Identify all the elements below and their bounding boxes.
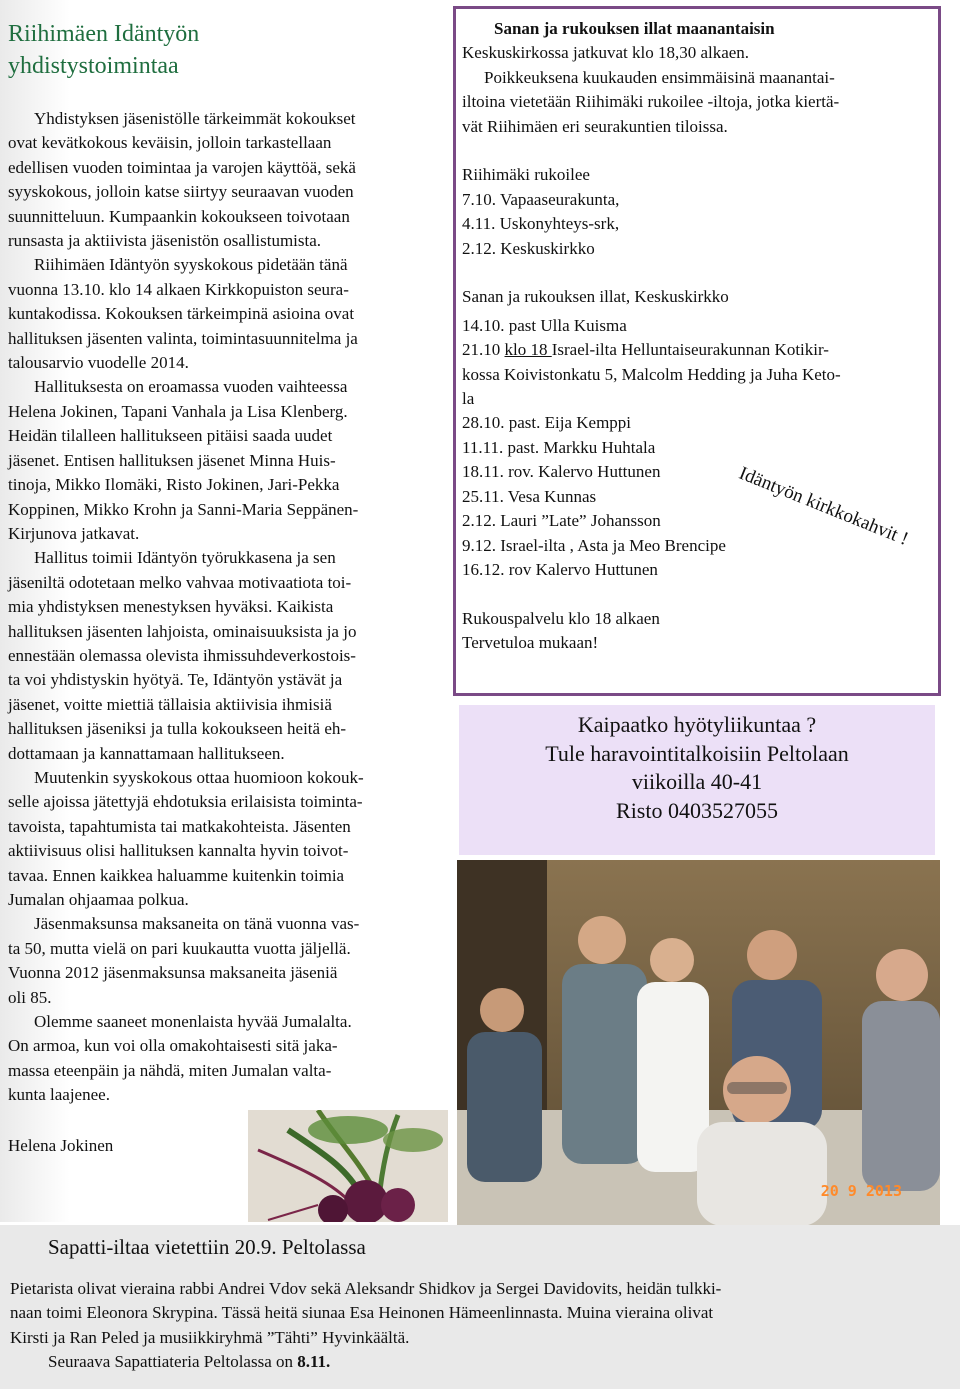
title-line: Riihimäen Idäntyön <box>8 21 200 47</box>
schedule-item: 16.12. rov Kalervo Huttunen <box>462 559 658 579</box>
article-line: ta 50, mutta vielä on pari kuukautta vuotta jäljellä. <box>8 938 351 958</box>
beetroot-illustration <box>248 1110 448 1222</box>
article-line: ennestään olemassa olevista ihmissuhdeverkostois- <box>8 645 356 665</box>
schedule-item: la <box>462 389 475 409</box>
article-line: Kirjunova jatkavat. <box>8 523 140 543</box>
article-line: jäsenet. Entisen hallituksen jäsenet Minna Huis- <box>8 450 336 470</box>
article-line: Muutenkin syyskokous ottaa huomioon kokouk- <box>34 767 364 787</box>
article-line: edellisen vuoden toimintaa ja varojen käyttöä, sekä <box>8 157 356 177</box>
prayer-heading: Sanan ja rukouksen illat maanantaisin <box>494 19 775 38</box>
article-line: hallituksen jäsenten valinta, toimintasuunnitelma ja <box>8 328 358 348</box>
notice-line: Risto 0403527055 <box>616 797 778 823</box>
notice-line: viikoilla 40-41 <box>631 769 763 794</box>
article-line: Yhdistyksen jäsenistölle tärkeimmät kokoukset <box>34 109 356 128</box>
article-line: hallituksen jäseniksi ja tulla kokoukseen heitä eh- <box>8 719 347 739</box>
schedule-item: 9.12. Israel-ilta , Asta ja Meo Brencipe <box>462 535 726 555</box>
prayer-intro-line: Keskuskirkossa jatkuvat klo 18,30 alkaen. <box>462 43 750 63</box>
article-line: Riihimäen Idäntyön syyskokous pidetään tänä <box>34 255 348 275</box>
schedule-item: 2.12. Lauri ”Late” Johansson <box>462 511 661 531</box>
article-line: mia yhdistyksen menestyksen hyväksi. Kaikista <box>8 597 334 617</box>
article-line: tavaa. Ennen kaikkea haluamme kuitenkin toimia <box>8 865 345 885</box>
article-line: jäseniltä odotetaan melko vahvaa motivaatiota toi- <box>8 572 352 592</box>
schedule-item: 25.11. Vesa Kunnas <box>462 486 597 506</box>
article-line: dottamaan ja kannattamaan hallitukseen. <box>8 743 285 763</box>
prayer-intro-line: iltoina vietetään Riihimäki rukoilee -iltoja, jotka kiertä- <box>462 92 840 112</box>
article-line: On armoa, kun voi olla omakohtaisesti sitä jaka- <box>8 1036 338 1056</box>
notice-line: Kaipaatko hyötyliikuntaa ? <box>577 712 817 737</box>
special-desc: Israel-ilta Helluntaiseurakunnan Kotikir- <box>551 340 829 360</box>
article-signature: Helena Jokinen <box>8 1136 114 1155</box>
next-sabbath-date: 8.11. <box>297 1352 331 1372</box>
article-line: Helena Jokinen, Tapani Vanhala ja Lisa Klenberg. <box>8 401 348 421</box>
title-line: yhdistystoimintaa <box>8 53 179 79</box>
schedule-item: 14.10. past Ulla Kuisma <box>462 315 627 335</box>
schedule-item: 11.11. past. Markku Huhtala <box>462 437 656 457</box>
article-line: syyskokous, jolloin katse siirtyy seuraavan vuoden <box>8 182 354 202</box>
notice-line: Tule haravointitalkoisiin Peltolaan <box>545 740 849 766</box>
article-line: ovat kevätkokous keväisin, jolloin tarkastellaan <box>8 133 332 153</box>
prayer-intro-line: Poikkeuksena kuukauden ensimmäisinä maanantai- <box>484 67 835 87</box>
next-sabbath-line <box>10 1350 940 1374</box>
sabbath-description <box>10 1277 940 1375</box>
special-time: klo 18 <box>504 340 552 360</box>
article-line: kunta laajenee. <box>8 1085 110 1105</box>
prayer-content <box>462 17 934 656</box>
church-coffee-label: Idäntyön kirkkokahvit ! <box>734 462 913 552</box>
article-line: Heidän tilalleen hallitukseen pitäisi saada uudet <box>8 426 333 446</box>
schedule-item: 4.11. Uskonyhteys-srk, <box>462 214 620 234</box>
article-line: suunnitteluun. Kumpaankin kokoukseen toivotaan <box>8 206 350 226</box>
prayer-intro-line: vät Riihimäen eri seurakuntien tiloissa. <box>462 116 728 136</box>
article-line: ta voi yhdistyskin hyötyä. Te, Idäntyön ystävät ja <box>8 670 343 690</box>
raking-notice <box>459 705 935 855</box>
schedule-item: 28.10. past. Eija Kemppi <box>462 413 632 433</box>
article-line: Vuonna 2012 jäsenmaksunsa maksaneita jäseniä <box>8 963 338 983</box>
keskuskirkko-title: Sanan ja rukouksen illat, Keskuskirkko <box>462 287 729 307</box>
description-line: naan toimi Eleonora Skrypina. Tässä heitä siunaa Esa Heinonen Hämeenlinnasta. Muina vieraina olivat <box>10 1303 714 1323</box>
article-line: kuntakodissa. Kokouksen tärkeimpinä asioina ovat <box>8 304 355 324</box>
schedule-item-special <box>462 338 934 362</box>
article-line: selle ajoissa jätettyjä ehdotuksia erilaisista toiminta- <box>8 792 363 812</box>
description-line: Kirsti ja Ran Peled ja musiikkiryhmä ”Tähti” Hyvinkäältä. <box>10 1327 410 1347</box>
beetroot-image <box>248 1110 448 1222</box>
article-line: tavoista, tapahtumista tai matkakohteista. Jäsenten <box>8 816 351 836</box>
article-line: hallituksen jäsenten lahjoista, ominaisuuksista ja jo <box>8 621 357 641</box>
closing-line: Rukouspalvelu klo 18 alkaen <box>462 608 660 628</box>
article-line: Jäsenmaksunsa maksaneita on tänä vuonna vas- <box>34 914 360 934</box>
article-line: aktiivisuus olisi hallituksen kannalta hyvin toivot- <box>8 841 349 861</box>
description-line: Pietarista olivat vieraina rabbi Andrei Vdov sekä Aleksandr Shidkov ja Sergei Davidovits, heidän tulkki- <box>10 1279 722 1298</box>
article-line: runsasta ja aktiivista jäsenistön osallistumista. <box>8 231 322 251</box>
article-body <box>8 107 446 1108</box>
riihimaki-rukoilee-title: Riihimäki rukoilee <box>462 165 590 185</box>
schedule-item: kossa Koivistonkatu 5, Malcolm Hedding ja Juha Keto- <box>462 364 841 384</box>
sabbath-caption: Sapatti-iltaa vietettiin 20.9. Peltolassa <box>48 1235 366 1259</box>
article-line: talousarvio vuodelle 2014. <box>8 353 189 373</box>
closing-line: Tervetuloa mukaan! <box>462 633 599 653</box>
special-date: 21.10 <box>462 340 505 360</box>
article-line: Koppinen, Mikko Krohn ja Sanni-Maria Seppänen- <box>8 499 359 519</box>
schedule-item: 7.10. Vapaaseurakunta, <box>462 189 620 209</box>
photo-date-stamp: 20 9 2013 <box>820 1182 902 1200</box>
article-line: oli 85. <box>8 987 52 1007</box>
article-line: jäsenet, voitte miettiä tällaisia aktiivisia ihmisiä <box>8 694 332 714</box>
article-line: Hallitus toimii Idäntyön työrukkasena ja sen <box>34 548 336 568</box>
article-line: vuonna 13.10. klo 14 alkaen Kirkkopuiston seura- <box>8 279 349 299</box>
schedule-item: 2.12. Keskuskirkko <box>462 238 595 258</box>
prayer-evenings-box <box>453 6 941 696</box>
group-photo <box>457 860 940 1226</box>
article-line: Hallituksesta on eroamassa vuoden vaihteessa <box>34 377 348 397</box>
article-line: Olemme saaneet monenlaista hyvää Jumalalta. <box>34 1012 352 1032</box>
article-title <box>8 18 428 82</box>
article-line: Jumalan ohjaamaa polkua. <box>8 890 189 909</box>
article-line: tinoja, Mikko Ilomäki, Risto Jokinen, Jari-Pekka <box>8 475 340 495</box>
next-sabbath-text: Seuraava Sapattiateria Peltolassa on <box>48 1352 298 1372</box>
group-photo-illustration <box>457 860 940 1226</box>
schedule-item: 18.11. rov. Kalervo Huttunen <box>462 462 661 482</box>
article-line: massa eteenpäin ja nähdä, miten Jumalan valta- <box>8 1060 332 1080</box>
